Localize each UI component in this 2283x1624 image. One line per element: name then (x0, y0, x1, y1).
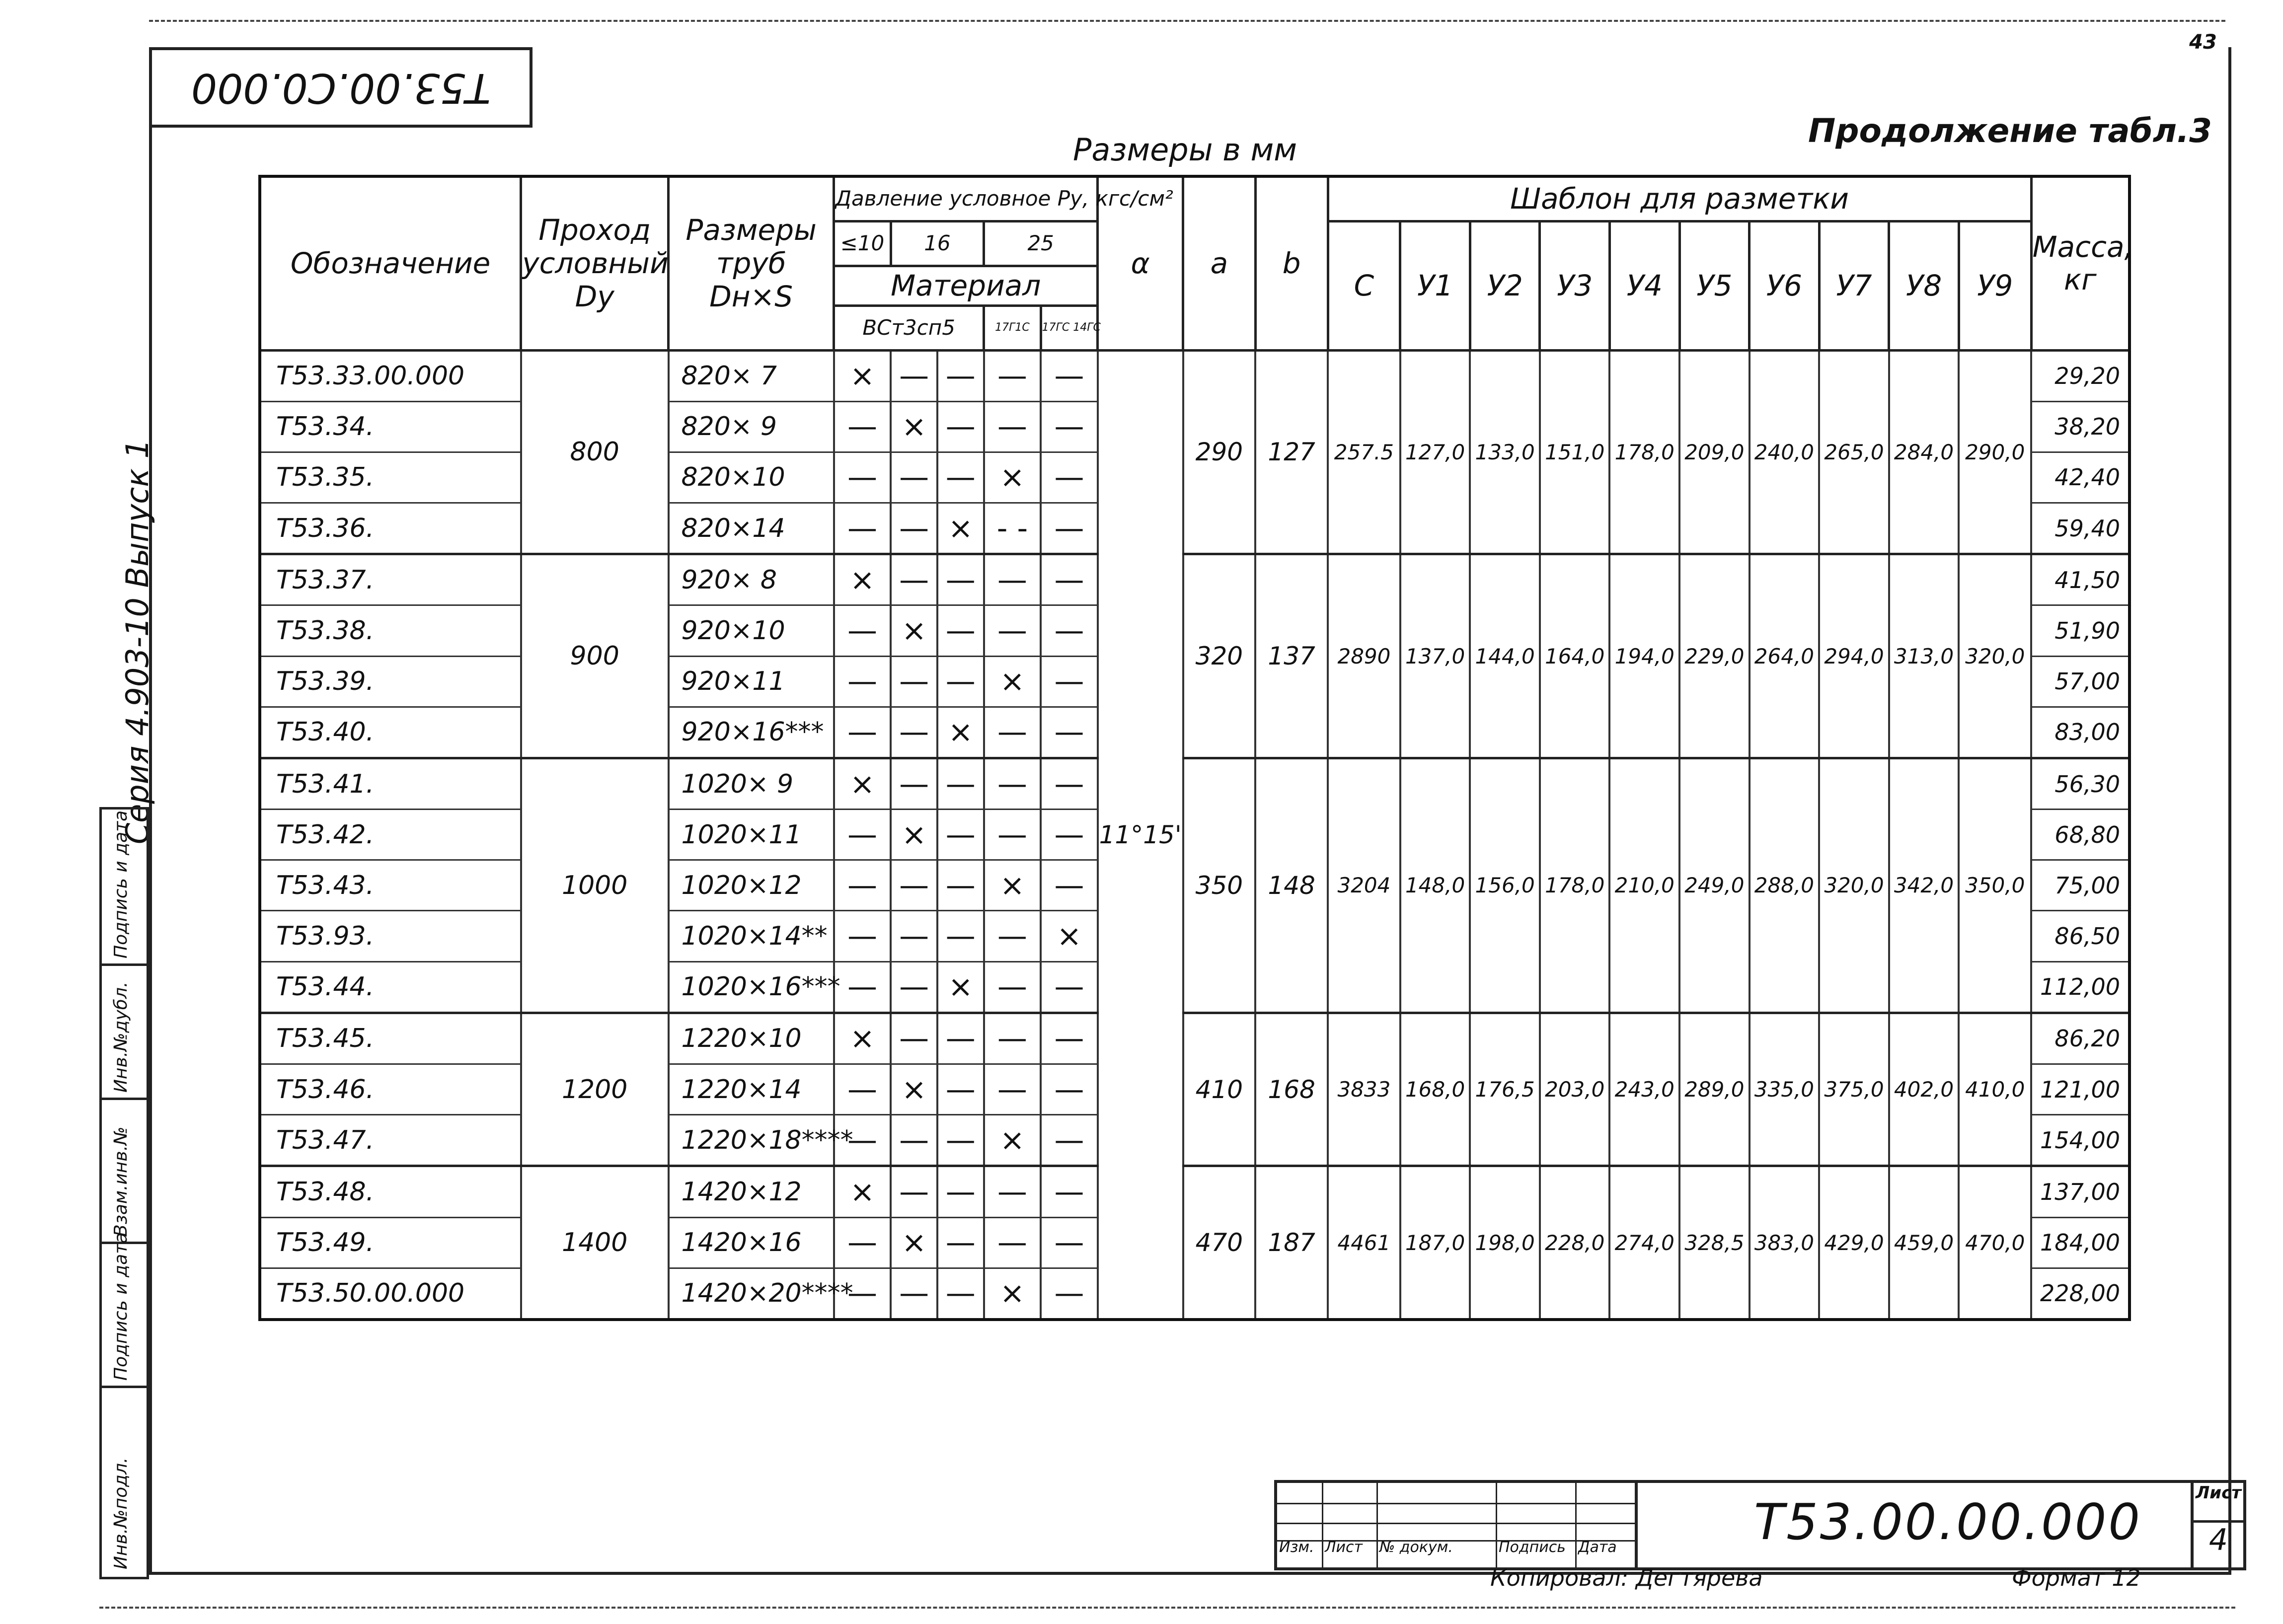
material-mark-cell: — (984, 758, 1041, 809)
header-tpl-y6: У6 (1750, 221, 1820, 350)
material-mark-cell: — (1041, 1217, 1098, 1268)
material-mark-cell: — (891, 911, 937, 961)
sheet-box (2191, 1483, 2243, 1567)
material-mark-cell: — (834, 911, 891, 961)
table-row (260, 1166, 2130, 1217)
material-mark-cell: — (1041, 401, 1098, 452)
header-alpha: α (1098, 176, 1183, 350)
pipe-size-cell: 1420×20**** (669, 1268, 834, 1320)
material-mark-cell: × (891, 605, 937, 656)
side-label-replace: Взам.инв.№ (111, 1126, 131, 1237)
mass-cell: 112,00 (2031, 961, 2130, 1013)
side-label-dup: Инв.№дубл. (111, 981, 131, 1093)
table-row (260, 1013, 2130, 1064)
pipe-size-cell: 920×11 (669, 656, 834, 707)
material-mark-cell: — (984, 605, 1041, 656)
material-mark-cell: - - (984, 503, 1041, 554)
mass-cell: 228,00 (2031, 1268, 2130, 1320)
header-tpl-y9: У9 (1959, 221, 2031, 350)
template-cell: 194,0 (1609, 554, 1679, 758)
material-mark-cell: — (834, 503, 891, 554)
template-cell: 187,0 (1400, 1166, 1470, 1320)
material-mark-cell: × (891, 401, 937, 452)
template-cell: 265,0 (1819, 350, 1889, 554)
side-label-sign-1: Подпись и дата (111, 1232, 131, 1381)
material-mark-cell: — (937, 452, 984, 503)
material-mark-cell: — (891, 656, 937, 707)
material-mark-cell: × (834, 1013, 891, 1064)
header-designation: Обозначение (260, 176, 521, 350)
material-mark-cell: × (984, 860, 1041, 911)
template-cell: 470,0 (1959, 1166, 2031, 1320)
b-cell: 187 (1255, 1166, 1328, 1320)
header-passage-2: условный (522, 246, 669, 280)
material-mark-cell: — (1041, 1115, 1098, 1166)
material-mark-cell: — (891, 860, 937, 911)
template-cell: 284,0 (1889, 350, 1959, 554)
header-tpl-c: C (1328, 221, 1400, 350)
material-mark-cell: — (937, 1217, 984, 1268)
top-border-dashes (149, 20, 2225, 22)
material-mark-cell: — (984, 1013, 1041, 1064)
material-mark-cell: — (834, 961, 891, 1013)
template-cell: 3833 (1328, 1013, 1400, 1166)
material-mark-cell: — (834, 1217, 891, 1268)
material-mark-cell: — (1041, 452, 1098, 503)
header-material-17g1s: 17Г1С (984, 305, 1041, 350)
passage-cell: 1400 (521, 1166, 669, 1320)
designation-cell: T53.47. (260, 1115, 521, 1166)
material-mark-cell: — (1041, 758, 1098, 809)
format-label: Формат 12 (2012, 1564, 2141, 1591)
mass-cell: 42,40 (2031, 452, 2130, 503)
mass-cell: 75,00 (2031, 860, 2130, 911)
template-cell: 402,0 (1889, 1013, 1959, 1166)
title-block-grid (1277, 1483, 1638, 1567)
material-mark-cell: — (984, 911, 1041, 961)
pipe-size-cell: 820× 9 (669, 401, 834, 452)
material-mark-cell: — (1041, 1013, 1098, 1064)
template-cell: 320,0 (1819, 758, 1889, 1013)
mass-cell: 56,30 (2031, 758, 2130, 809)
passage-cell: 1200 (521, 1013, 669, 1166)
material-mark-cell: × (891, 1217, 937, 1268)
bottom-border-dashes (99, 1607, 2235, 1609)
header-pipes-2: труб (716, 246, 786, 280)
template-cell: 178,0 (1540, 758, 1610, 1013)
template-cell: 198,0 (1470, 1166, 1540, 1320)
mass-cell: 184,00 (2031, 1217, 2130, 1268)
a-cell: 470 (1183, 1166, 1256, 1320)
template-cell: 257.5 (1328, 350, 1400, 554)
designation-cell: T53.48. (260, 1166, 521, 1217)
material-mark-cell: — (937, 1013, 984, 1064)
side-divider (102, 1098, 147, 1100)
mass-cell: 51,90 (2031, 605, 2130, 656)
template-cell: 290,0 (1959, 350, 2031, 554)
template-cell: 240,0 (1750, 350, 1820, 554)
pipe-size-cell: 820× 7 (669, 350, 834, 401)
mass-cell: 68,80 (2031, 810, 2130, 860)
side-divider (102, 963, 147, 966)
header-a: a (1183, 176, 1256, 350)
template-cell: 127,0 (1400, 350, 1470, 554)
designation-cell: T53.42. (260, 810, 521, 860)
pipe-size-cell: 1220×14 (669, 1064, 834, 1115)
material-mark-cell: — (1041, 810, 1098, 860)
tb-hline (1277, 1523, 1635, 1524)
material-mark-cell: — (1041, 554, 1098, 605)
template-cell: 148,0 (1400, 758, 1470, 1013)
page-number: 43 (2189, 31, 2217, 54)
template-cell: 228,0 (1540, 1166, 1610, 1320)
template-cell: 289,0 (1679, 1013, 1750, 1166)
material-mark-cell: — (984, 1064, 1041, 1115)
pipe-size-cell: 920× 8 (669, 554, 834, 605)
header-tpl-y1: У1 (1400, 221, 1470, 350)
material-mark-cell: — (891, 1166, 937, 1217)
designation-cell: T53.44. (260, 961, 521, 1013)
template-cell: 294,0 (1819, 554, 1889, 758)
template-cell: 249,0 (1679, 758, 1750, 1013)
tb-hline (1277, 1503, 1635, 1504)
designation-cell: T53.50.00.000 (260, 1268, 521, 1320)
passage-cell: 800 (521, 350, 669, 554)
material-mark-cell: — (984, 810, 1041, 860)
tb-label-izm: Изм. (1279, 1539, 1314, 1556)
template-cell: 144,0 (1470, 554, 1540, 758)
tb-vline (1496, 1483, 1497, 1567)
a-cell: 410 (1183, 1013, 1256, 1166)
designation-cell: T53.37. (260, 554, 521, 605)
a-cell: 290 (1183, 350, 1256, 554)
template-cell: 176,5 (1470, 1013, 1540, 1166)
template-cell: 2890 (1328, 554, 1400, 758)
pipe-size-cell: 820×14 (669, 503, 834, 554)
pipe-size-cell: 820×10 (669, 452, 834, 503)
template-cell: 350,0 (1959, 758, 2031, 1013)
header-pipes-3: Dн×S (709, 279, 793, 313)
header-passage-3: Dy (575, 279, 614, 313)
tb-label-date: Дата (1578, 1539, 1617, 1556)
material-mark-cell: — (937, 554, 984, 605)
template-cell: 320,0 (1959, 554, 2031, 758)
template-cell: 243,0 (1609, 1013, 1679, 1166)
material-mark-cell: × (834, 758, 891, 809)
copied-by: Копировал: Дегтярева (1490, 1564, 1763, 1591)
material-mark-cell: — (937, 810, 984, 860)
tb-label-doc: № докум. (1379, 1539, 1453, 1556)
side-divider (102, 1386, 147, 1388)
material-mark-cell: — (937, 605, 984, 656)
side-stamp-strip (99, 807, 149, 1579)
mass-cell: 38,20 (2031, 401, 2130, 452)
header-material-vst: ВСт3сп5 (834, 305, 984, 350)
material-mark-cell: — (834, 707, 891, 758)
header-pipes-1: Размеры (685, 213, 817, 247)
material-mark-cell: — (1041, 656, 1098, 707)
header-material-17gs: 17ГС 14ГС (1041, 305, 1098, 350)
template-cell: 3204 (1328, 758, 1400, 1013)
designation-cell: T53.93. (260, 911, 521, 961)
template-cell: 459,0 (1889, 1166, 1959, 1320)
designation-cell: T53.34. (260, 401, 521, 452)
mass-cell: 57,00 (2031, 656, 2130, 707)
material-mark-cell: — (834, 452, 891, 503)
material-mark-cell: — (834, 1115, 891, 1166)
header-pressure: Давление условное Ру, кгс/см² (834, 176, 1098, 221)
mass-cell: 83,00 (2031, 707, 2130, 758)
material-mark-cell: — (891, 1115, 937, 1166)
mass-cell: 41,50 (2031, 554, 2130, 605)
template-cell: 335,0 (1750, 1013, 1820, 1166)
material-mark-cell: — (937, 1166, 984, 1217)
mass-cell: 59,40 (2031, 503, 2130, 554)
template-cell: 133,0 (1470, 350, 1540, 554)
template-cell: 274,0 (1609, 1166, 1679, 1320)
pipe-size-cell: 920×10 (669, 605, 834, 656)
material-mark-cell: × (984, 452, 1041, 503)
material-mark-cell: — (834, 860, 891, 911)
units-note: Размеры в мм (1073, 132, 1297, 168)
pipe-size-cell: 1020×11 (669, 810, 834, 860)
material-mark-cell: — (937, 656, 984, 707)
header-mass (2031, 176, 2133, 350)
b-cell: 148 (1255, 758, 1328, 1013)
template-cell: 4461 (1328, 1166, 1400, 1320)
material-mark-cell: × (1041, 911, 1098, 961)
mass-cell: 86,20 (2031, 1013, 2130, 1064)
template-cell: 203,0 (1540, 1013, 1610, 1166)
pipe-size-cell: 920×16*** (669, 707, 834, 758)
material-mark-cell: — (891, 707, 937, 758)
template-cell: 383,0 (1750, 1166, 1820, 1320)
material-mark-cell: — (937, 1268, 984, 1320)
header-tpl-y8: У8 (1889, 221, 1959, 350)
header-tpl-y3: У3 (1540, 221, 1610, 350)
material-mark-cell: — (891, 503, 937, 554)
material-mark-cell: — (1041, 1064, 1098, 1115)
header-passage-1: Проход (538, 213, 651, 247)
pipe-size-cell: 1220×10 (669, 1013, 834, 1064)
template-cell: 229,0 (1679, 554, 1750, 758)
material-mark-cell: × (891, 1064, 937, 1115)
b-cell: 127 (1255, 350, 1328, 554)
sheet-label: Лист (2196, 1483, 2241, 1503)
tb-vline (1376, 1483, 1378, 1567)
designation-cell: T53.38. (260, 605, 521, 656)
alpha-cell: 11°15' (1098, 350, 1183, 1320)
sheet-value: 4 (2194, 1520, 2243, 1557)
material-mark-cell: × (984, 1268, 1041, 1320)
material-mark-cell: — (891, 1268, 937, 1320)
material-mark-cell: — (891, 554, 937, 605)
specification-table (258, 175, 2131, 1321)
material-mark-cell: × (834, 1166, 891, 1217)
material-mark-cell: — (1041, 860, 1098, 911)
tb-vline (1575, 1483, 1577, 1567)
material-mark-cell: × (891, 810, 937, 860)
material-mark-cell: — (937, 1064, 984, 1115)
material-mark-cell: — (984, 350, 1041, 401)
mass-cell: 29,20 (2031, 350, 2130, 401)
designation-cell: T53.45. (260, 1013, 521, 1064)
pipe-size-cell: 1420×16 (669, 1217, 834, 1268)
material-mark-cell: — (984, 1217, 1041, 1268)
tb-vline (1322, 1483, 1323, 1567)
material-mark-cell: — (891, 758, 937, 809)
template-cell: 410,0 (1959, 1013, 2031, 1166)
material-mark-cell: — (937, 350, 984, 401)
top-stamp-text: T53.00.C0.000 (191, 64, 491, 111)
continuation-label: Продолжение табл.3 (1808, 112, 2212, 150)
material-mark-cell: — (937, 758, 984, 809)
material-mark-cell: — (891, 1013, 937, 1064)
header-tpl-y7: У7 (1819, 221, 1889, 350)
material-mark-cell: × (984, 656, 1041, 707)
material-mark-cell: — (937, 1115, 984, 1166)
material-mark-cell: — (1041, 350, 1098, 401)
material-mark-cell: — (937, 860, 984, 911)
material-mark-cell: × (984, 1115, 1041, 1166)
material-mark-cell: — (834, 810, 891, 860)
header-tpl-y5: У5 (1679, 221, 1750, 350)
pipe-size-cell: 1020× 9 (669, 758, 834, 809)
material-mark-cell: — (984, 554, 1041, 605)
material-mark-cell: — (1041, 503, 1098, 554)
template-cell: 168,0 (1400, 1013, 1470, 1166)
designation-cell: T53.39. (260, 656, 521, 707)
header-pressure-25: 25 (984, 221, 1098, 266)
material-mark-cell: — (834, 656, 891, 707)
table-body (260, 350, 2130, 1320)
designation-cell: T53.35. (260, 452, 521, 503)
template-cell: 178,0 (1609, 350, 1679, 554)
header-tpl-y2: У2 (1470, 221, 1540, 350)
material-mark-cell: × (834, 350, 891, 401)
table-row (260, 350, 2130, 401)
side-label-sign-2: Подпись и дата (111, 810, 131, 959)
a-cell: 350 (1183, 758, 1256, 1013)
pipe-size-cell: 1020×16*** (669, 961, 834, 1013)
header-tpl-y4: У4 (1609, 221, 1679, 350)
template-cell: 342,0 (1889, 758, 1959, 1013)
designation-cell: T53.40. (260, 707, 521, 758)
template-cell: 264,0 (1750, 554, 1820, 758)
designation-cell: T53.43. (260, 860, 521, 911)
template-cell: 156,0 (1470, 758, 1540, 1013)
a-cell: 320 (1183, 554, 1256, 758)
material-mark-cell: — (937, 911, 984, 961)
template-cell: 151,0 (1540, 350, 1610, 554)
material-mark-cell: × (937, 503, 984, 554)
tb-label-sign: Подпись (1499, 1539, 1566, 1556)
tb-label-list: Лист (1325, 1539, 1363, 1556)
template-cell: 137,0 (1400, 554, 1470, 758)
designation-cell: T53.49. (260, 1217, 521, 1268)
material-mark-cell: — (1041, 1166, 1098, 1217)
material-mark-cell: × (937, 961, 984, 1013)
material-mark-cell: — (984, 707, 1041, 758)
passage-cell: 900 (521, 554, 669, 758)
top-stamp (149, 47, 533, 128)
material-mark-cell: — (834, 1064, 891, 1115)
template-cell: 210,0 (1609, 758, 1679, 1013)
pipe-size-cell: 1020×12 (669, 860, 834, 911)
material-mark-cell: × (937, 707, 984, 758)
side-label-inv: Инв.№подл. (111, 1457, 131, 1569)
passage-cell: 1000 (521, 758, 669, 1013)
material-mark-cell: — (891, 961, 937, 1013)
header-mass-2: кг (2064, 263, 2097, 297)
header-template: Шаблон для разметки (1328, 176, 2031, 221)
table-row (260, 554, 2130, 605)
material-mark-cell: — (891, 350, 937, 401)
material-mark-cell: — (937, 401, 984, 452)
mass-cell: 137,00 (2031, 1166, 2130, 1217)
designation-cell: T53.41. (260, 758, 521, 809)
template-cell: 328,5 (1679, 1166, 1750, 1320)
b-cell: 137 (1255, 554, 1328, 758)
template-cell: 288,0 (1750, 758, 1820, 1013)
designation-cell: T53.33.00.000 (260, 350, 521, 401)
b-cell: 168 (1255, 1013, 1328, 1166)
mass-cell: 86,50 (2031, 911, 2130, 961)
designation-cell: T53.36. (260, 503, 521, 554)
header-pipes (669, 176, 834, 350)
material-mark-cell: — (1041, 707, 1098, 758)
material-mark-cell: — (984, 1166, 1041, 1217)
pipe-size-cell: 1420×12 (669, 1166, 834, 1217)
template-cell: 429,0 (1819, 1166, 1889, 1320)
material-mark-cell: — (834, 605, 891, 656)
mass-cell: 154,00 (2031, 1115, 2130, 1166)
mass-cell: 121,00 (2031, 1064, 2130, 1115)
header-mass-1: Масса, (2032, 229, 2133, 264)
header-b: b (1255, 176, 1328, 350)
material-mark-cell: — (1041, 961, 1098, 1013)
header-pressure-16: 16 (891, 221, 984, 266)
table-row (260, 758, 2130, 809)
designation-cell: T53.46. (260, 1064, 521, 1115)
material-mark-cell: — (984, 961, 1041, 1013)
document-number: T53.00.00.000 (1754, 1493, 2142, 1551)
template-cell: 209,0 (1679, 350, 1750, 554)
header-passage (521, 176, 669, 350)
pipe-size-cell: 1220×18**** (669, 1115, 834, 1166)
header-material: Материал (834, 266, 1098, 305)
template-cell: 164,0 (1540, 554, 1610, 758)
material-mark-cell: — (891, 452, 937, 503)
series-label: Серия 4.903-10 Выпуск 1 (119, 439, 155, 844)
title-block (1274, 1480, 2246, 1570)
material-mark-cell: — (1041, 605, 1098, 656)
template-cell: 313,0 (1889, 554, 1959, 758)
template-cell: 375,0 (1819, 1013, 1889, 1166)
header-pressure-10: ≤10 (834, 221, 891, 266)
material-mark-cell: — (1041, 1268, 1098, 1320)
material-mark-cell: — (834, 401, 891, 452)
material-mark-cell: — (834, 1268, 891, 1320)
material-mark-cell: — (984, 401, 1041, 452)
material-mark-cell: × (834, 554, 891, 605)
pipe-size-cell: 1020×14** (669, 911, 834, 961)
